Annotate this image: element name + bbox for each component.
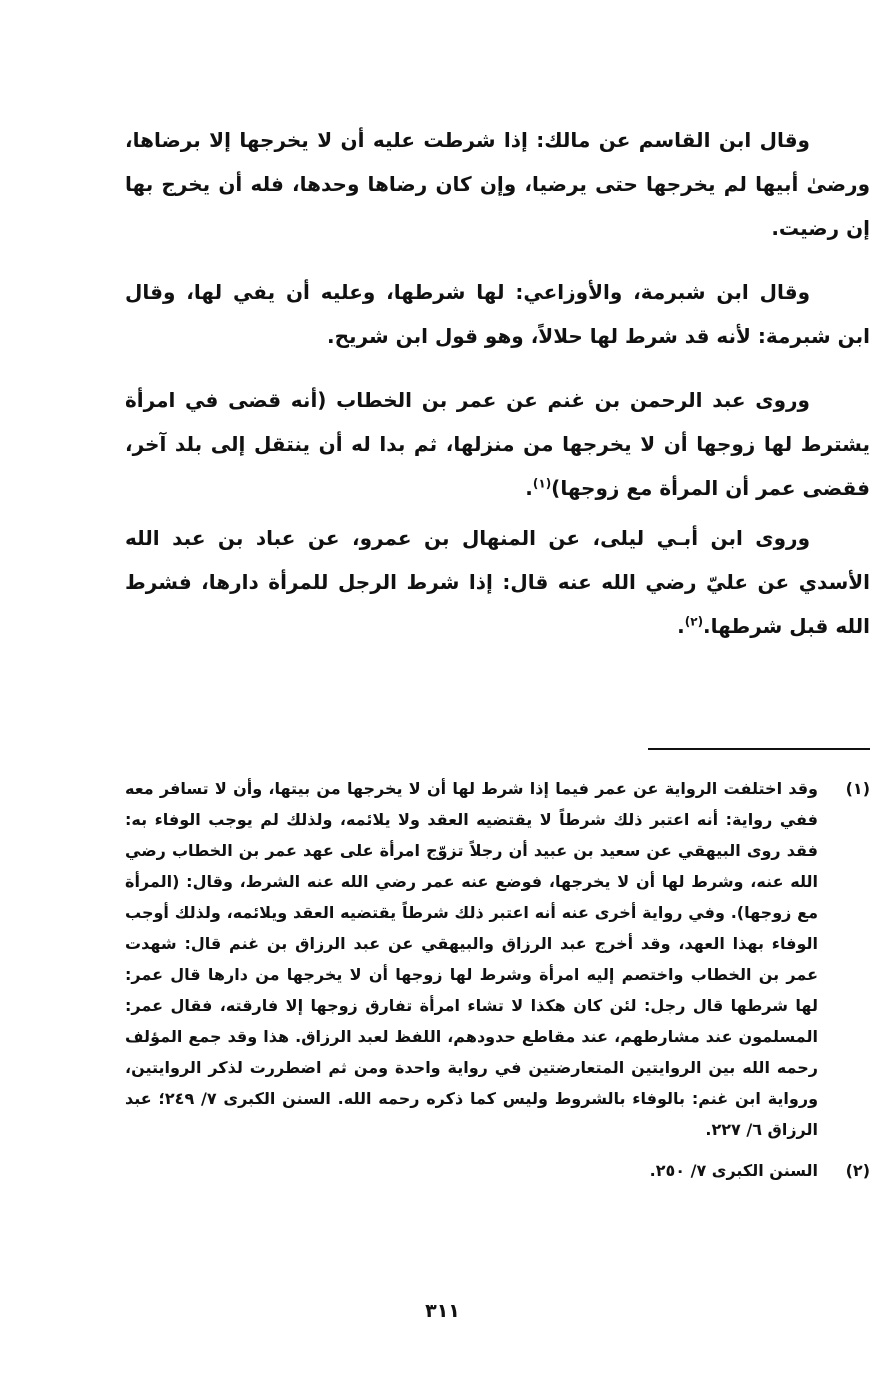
- page-number: ٣١١: [425, 1300, 460, 1322]
- footnote-number: (١): [845, 779, 870, 798]
- paragraph-text: وروى ابن أبـي ليلى، عن المنهال بن عمرو، عن عباد بن عبد الله الأسدي عن عليّ رضي الله عنه قال: إذا شرط الرجل للمرأة دارها، فشرط الله قبل شرطها.: [125, 526, 870, 638]
- footnote: [125, 773, 870, 1145]
- footnote-number: (٢): [845, 1161, 870, 1180]
- footnote-divider: [648, 748, 870, 750]
- paragraph: [125, 270, 870, 358]
- footnote-text: السنن الكبرى ٧/ ٢٥٠.: [649, 1161, 818, 1180]
- paragraph-text: وروى عبد الرحمن بن غنم عن عمر بن الخطاب (أنه قضى في امرأة يشترط لها زوجها أن لا يخرجها من منزلها، ثم بدا له أن ينتقل إلى بلد آخر، فقضى عمر أن المرأة مع زوجها): [125, 388, 870, 500]
- main-text: [125, 118, 870, 668]
- paragraph-text: وقال ابن شبرمة، والأوزاعي: لها شرطها، وعليه أن يفي لها، وقال ابن شبرمة: لأنه قد شرط لها حلالاً، وهو قول ابن شريح.: [125, 280, 870, 348]
- paragraph-text: وقال ابن القاسم عن مالك: إذا شرطت عليه أن لا يخرجها إلا برضاها، ورضىٰ أبيها لم يخرجها حتى يرضيا، وإن كان رضاها وحدها، فله أن يخرج بها إن رضيت.: [125, 128, 870, 240]
- footnote: [125, 1155, 870, 1186]
- paragraph-tail: .: [677, 614, 685, 638]
- footnotes: [125, 773, 870, 1196]
- paragraph-tail: .: [525, 476, 533, 500]
- footnote-text: وقد اختلفت الرواية عن عمر فيما إذا شرط لها أن لا يخرجها من بيتها، وأن لا تسافر معه ففي رواية: أنه اعتبر ذلك شرطاً لا يقتضيه العقد ولا يلائمه، ولذلك لم يوجب الوفاء به: فقد روى البيهقي عن سعيد بن عبيد أن رجلاً تزوّج امرأة على عهد عمر بن الخطاب رضي الله عنه، وشرط لها أن لا يخرجها، فوضع عنه عمر رضي الله عنه الشرط، وقال: (المرأة مع زوجها). وفي رواية أخرى عنه أنه اعتبر ذلك شرطاً يقتضيه العقد ويلائمه، ولذلك أوجب الوفاء بهذا العهد، وقد أخرج عبد الرزاق والبيهقي عن عبد الرزاق بن غنم قال: شهدت عمر بن الخطاب واختصم إليه امرأة وشرط لها زوجها أن لا يخرجها من دارها قال عمر: لها شرطها قال رجل: لئن كان هكذا لا تشاء امرأة تفارق زوجها إلا فارقته، فقال عمر: المسلمون عند مشارطهم، عند مقاطع حدودهم، اللفظ لعبد الرزاق. هذا وقد جمع المؤلف رحمه الله بين الروايتين المتعارضتين في رواية واحدة ومن ثم اضطررت لذكر الروايتين، ورواية ابن غنم: بالوفاء بالشروط وليس كما ذكره رحمه الله. السنن الكبرى ٧/ ٢٤٩؛ عبد الرزاق ٦/ ٢٢٧.: [125, 779, 819, 1139]
- paragraph: [125, 378, 870, 510]
- footnote-ref[interactable]: (٢): [684, 614, 704, 629]
- paragraph: [125, 118, 870, 250]
- paragraph: [125, 516, 870, 648]
- footnote-ref[interactable]: (١): [532, 476, 552, 491]
